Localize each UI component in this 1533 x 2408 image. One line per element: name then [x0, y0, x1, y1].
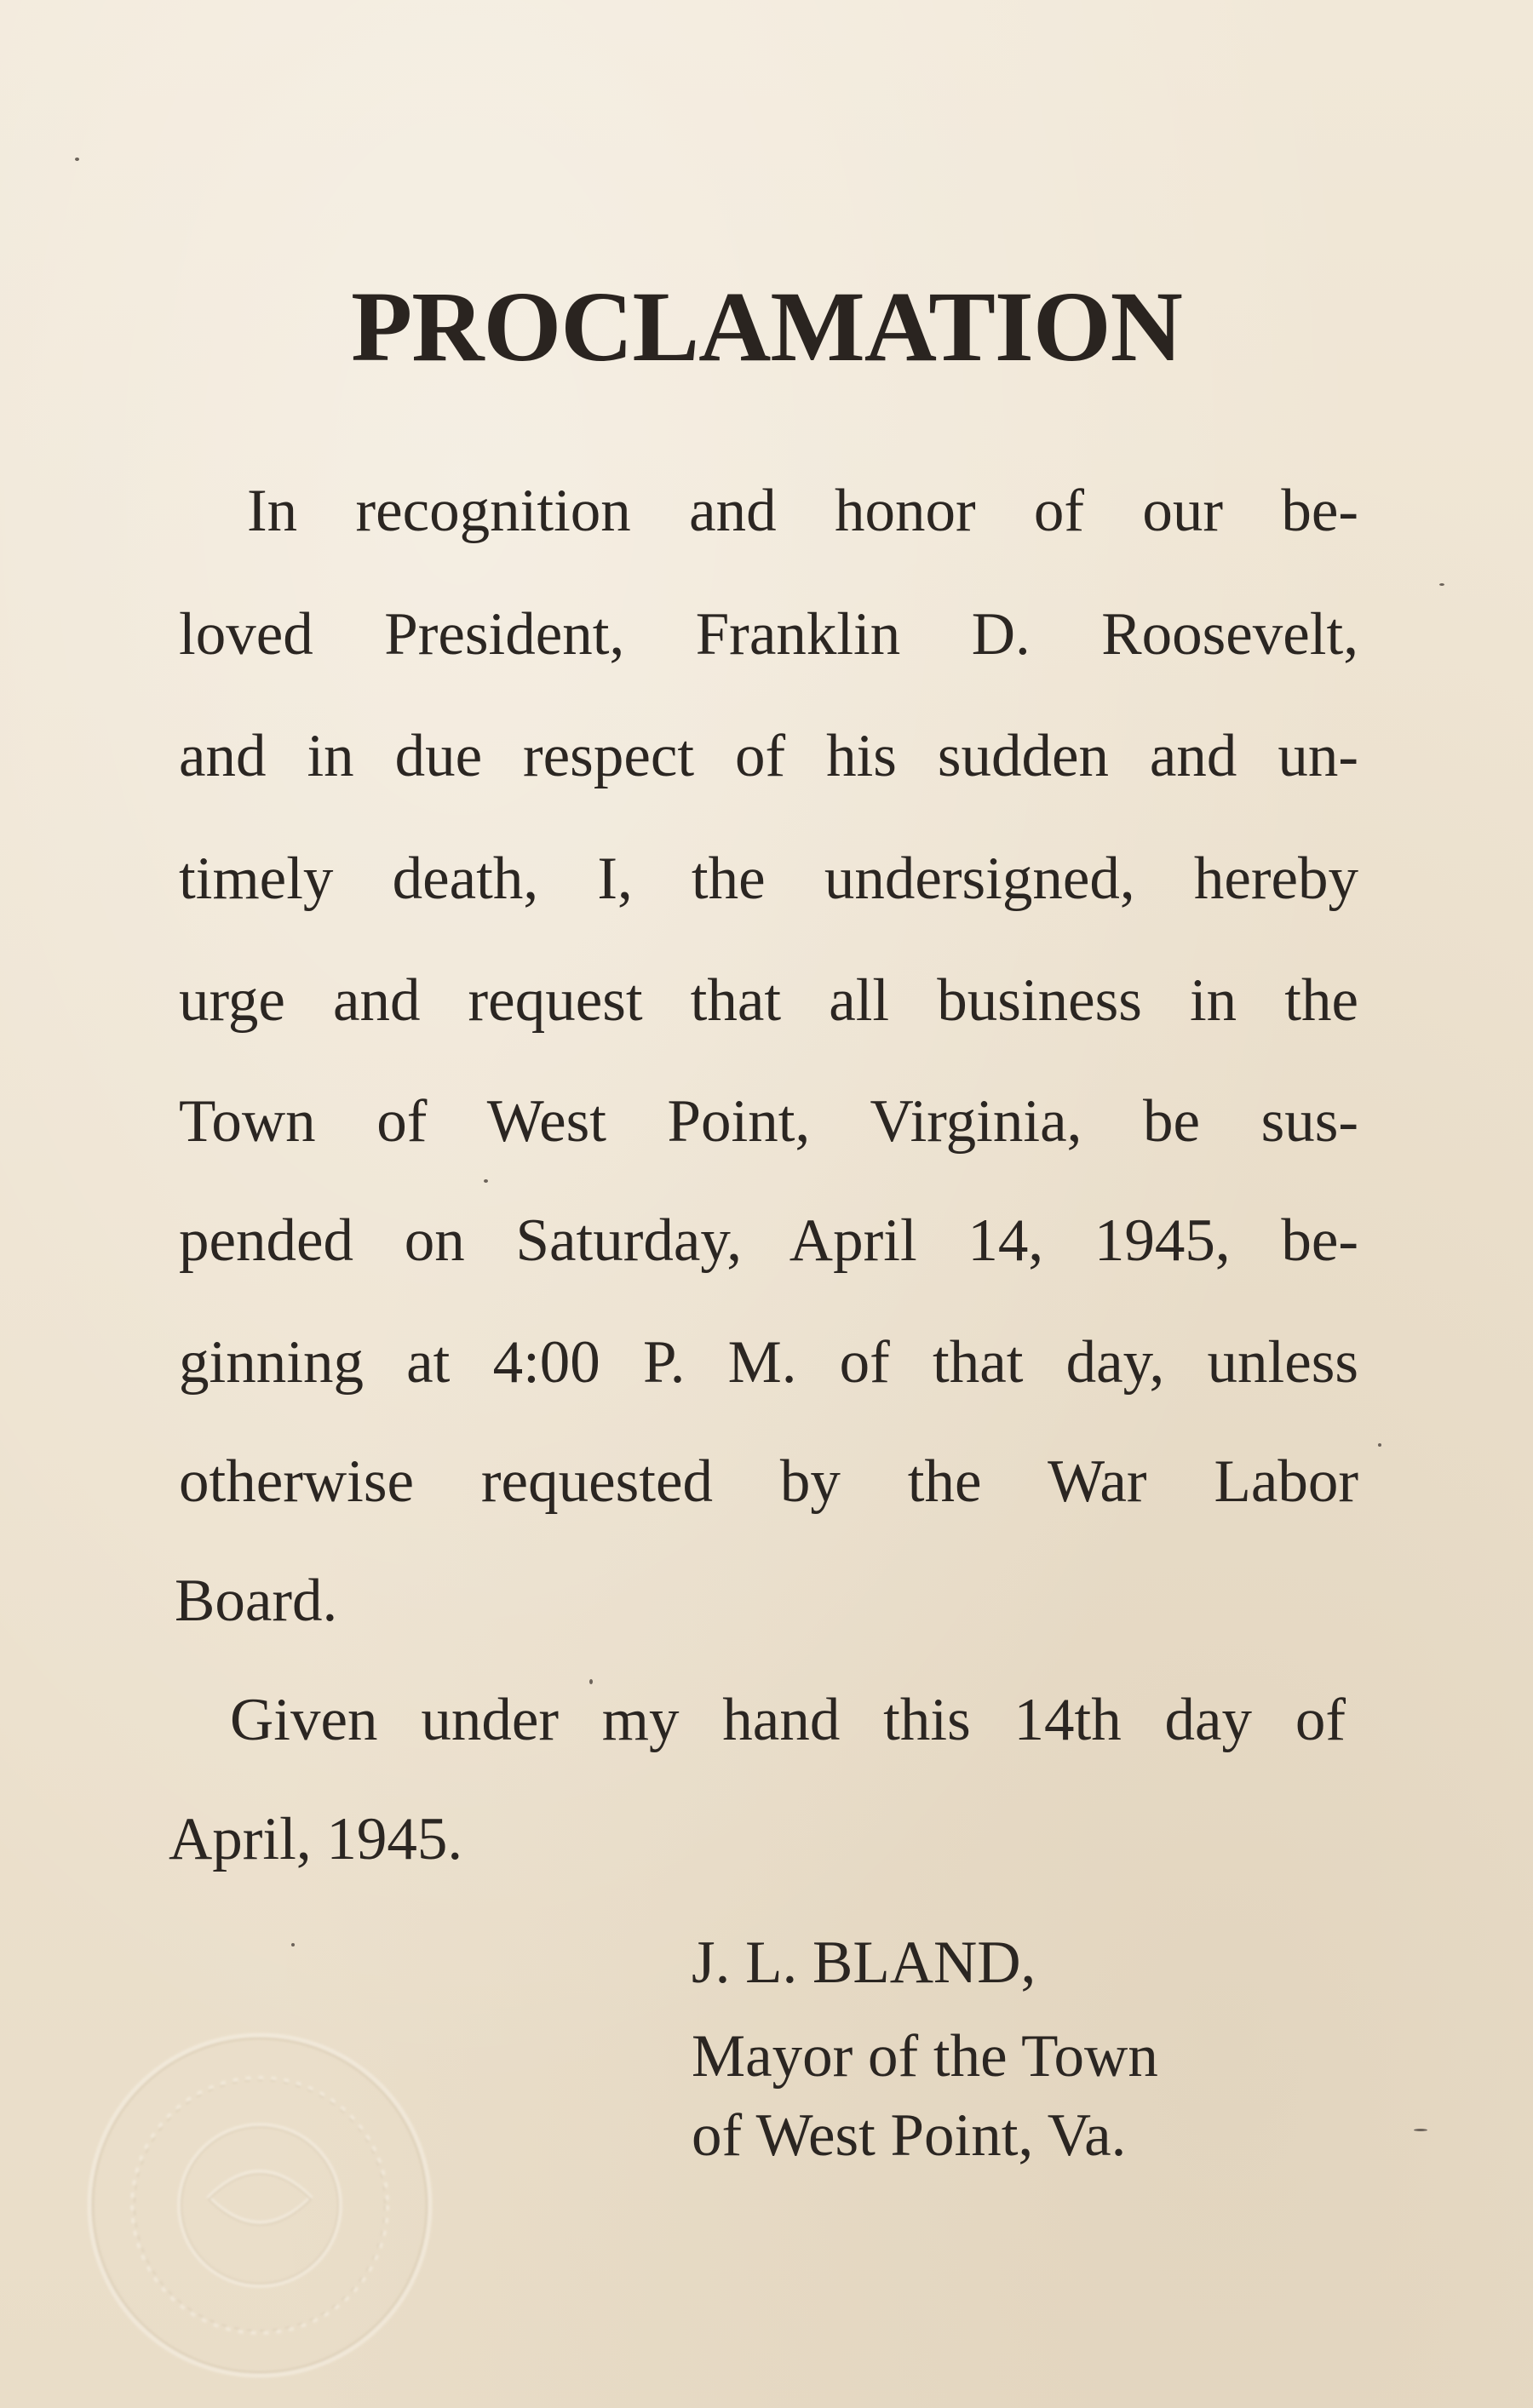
paper-speck	[1439, 583, 1444, 586]
paper-speck	[1378, 1443, 1381, 1447]
body-line: urge and request that all business in the	[179, 967, 1358, 1034]
signatory-name: J. L. BLAND,	[692, 1929, 1036, 1996]
body-line: Board.	[175, 1568, 338, 1634]
body-line: loved President, Franklin D. Roosevelt,	[179, 601, 1358, 668]
body-line: ginning at 4:00 P. M. of that day, unless	[179, 1329, 1358, 1396]
proclamation-title: PROCLAMATION	[351, 271, 1182, 382]
given-line: April, 1945.	[169, 1806, 463, 1872]
paper-speck	[1414, 2129, 1427, 2131]
body-line: otherwise requested by the War Labor	[179, 1448, 1358, 1515]
given-line: Given under my hand this 14th day of	[230, 1687, 1346, 1753]
paper-speck	[75, 158, 79, 161]
body-line: Town of West Point, Virginia, be sus-	[179, 1088, 1358, 1155]
paper-speck	[589, 1679, 593, 1684]
paper-speck	[484, 1179, 488, 1183]
body-line: In recognition and honor of our be-	[247, 478, 1358, 544]
signatory-title: Mayor of the Town	[692, 2023, 1158, 2090]
paper-speck	[291, 1943, 295, 1946]
body-line: timely death, I, the undersigned, hereby	[179, 846, 1358, 912]
signatory-title: of West Point, Va.	[692, 2102, 1127, 2169]
body-line: and in due respect of his sudden and un-	[179, 723, 1358, 789]
body-line: pended on Saturday, April 14, 1945, be-	[179, 1207, 1358, 1274]
embossed-seal-icon	[81, 2027, 439, 2384]
